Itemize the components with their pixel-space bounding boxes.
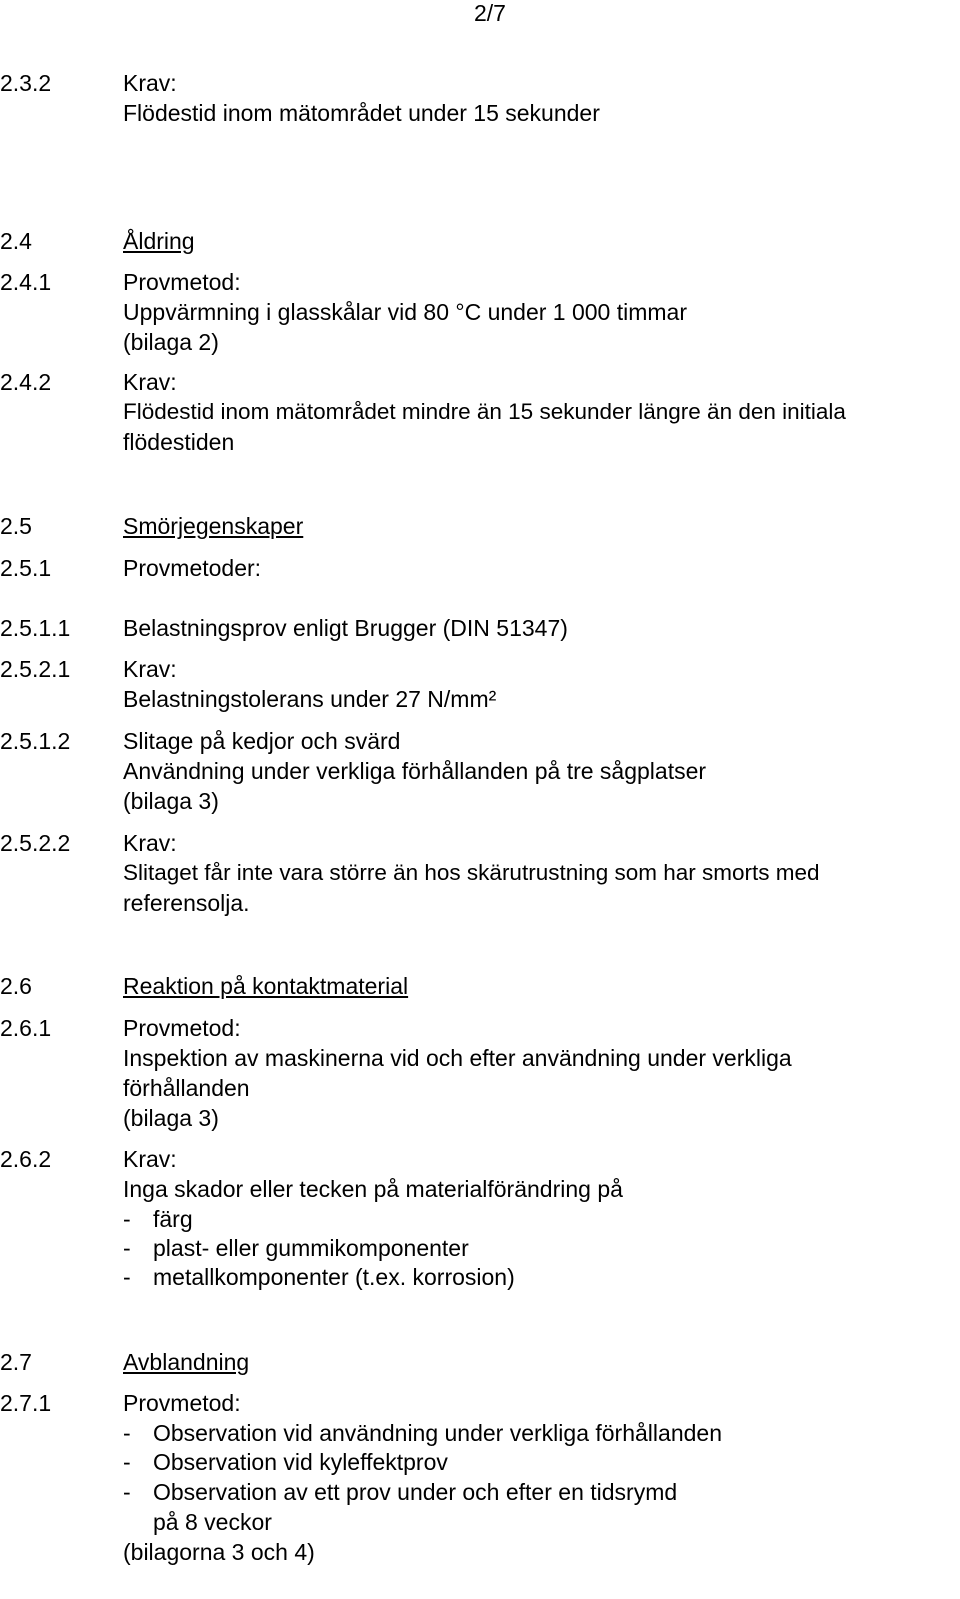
- bullet-dash: -: [123, 1479, 131, 1505]
- section-number: 2.5: [0, 513, 32, 539]
- section-label: Provmetoder:: [123, 555, 262, 581]
- section-label: Krav:: [123, 656, 177, 682]
- section-heading: Reaktion på kontaktmaterial: [123, 973, 409, 999]
- section-heading: Avblandning: [123, 1349, 250, 1375]
- section-heading: Smörjegenskaper: [123, 513, 304, 539]
- list-item-content: [123, 1204, 193, 1234]
- section-number: 2.6.1: [0, 1015, 52, 1041]
- list-item-text: Observation av ett prov under och efter en tidsrymd: [153, 1479, 678, 1505]
- section-number: 2.3.2: [0, 70, 52, 96]
- section-text: Flödestid inom mätområdet mindre än 15 sekunder längre än den initiala: [123, 399, 846, 424]
- list-item-continuation: på 8 veckor: [153, 1509, 272, 1535]
- section-text: Flödestid inom mätområdet under 15 sekunder: [123, 100, 600, 126]
- section-label: Slitage på kedjor och svärd: [123, 728, 401, 754]
- section-number: 2.5.1: [0, 555, 52, 581]
- list-item-text: Observation vid användning under verkliga förhållanden: [153, 1420, 722, 1446]
- bullet-dash: -: [123, 1206, 131, 1232]
- list-item-content: [123, 1262, 515, 1292]
- bullet-dash: -: [123, 1264, 131, 1290]
- list-item-content: [123, 1477, 677, 1507]
- section-text: Inspektion av maskinerna vid och efter användning under verkliga: [123, 1045, 792, 1071]
- section-text: Slitaget får inte vara större än hos skärutrustning som har smorts med: [123, 860, 820, 885]
- section-label: Krav:: [123, 830, 177, 856]
- section-number: 2.6.2: [0, 1146, 52, 1172]
- list-item-text: metallkomponenter (t.ex. korrosion): [153, 1264, 515, 1290]
- list-item-text: Observation vid kyleffektprov: [153, 1449, 448, 1475]
- section-label: Belastningsprov enligt Brugger (DIN 51347): [123, 615, 568, 641]
- bullet-dash: -: [123, 1235, 131, 1261]
- section-number: 2.5.1.2: [0, 728, 71, 754]
- section-label: Provmetod:: [123, 269, 241, 295]
- section-text: Belastningstolerans under 27 N/mm²: [123, 686, 497, 712]
- section-text: (bilaga 3): [123, 788, 219, 814]
- section-number: 2.7: [0, 1349, 32, 1375]
- list-item-content: [123, 1418, 722, 1448]
- section-text: Användning under verkliga förhållanden på tre sågplatser: [123, 758, 707, 784]
- section-number: 2.5.1.1: [0, 615, 71, 641]
- list-item-text: färg: [153, 1206, 193, 1232]
- section-text: (bilaga 2): [123, 329, 219, 355]
- page-number: 2/7: [474, 0, 506, 26]
- section-number: 2.5.2.2: [0, 830, 71, 856]
- section-label: Provmetod:: [123, 1390, 241, 1416]
- section-label: Krav:: [123, 70, 177, 96]
- section-text: flödestiden: [123, 429, 235, 455]
- bullet-dash: -: [123, 1420, 131, 1446]
- section-number: 2.4.2: [0, 369, 52, 395]
- bullet-dash: -: [123, 1449, 131, 1475]
- section-number: 2.7.1: [0, 1390, 52, 1416]
- list-item-content: [123, 1233, 469, 1263]
- section-label: Krav:: [123, 1146, 177, 1172]
- section-heading: Åldring: [123, 228, 195, 254]
- section-label: Provmetod:: [123, 1015, 241, 1041]
- section-text: referensolja.: [123, 890, 250, 916]
- section-text: Uppvärmning i glasskålar vid 80 °C under 1 000 timmar: [123, 299, 688, 325]
- section-text: (bilaga 3): [123, 1105, 219, 1131]
- section-label: Krav:: [123, 369, 177, 395]
- list-item-text: plast- eller gummikomponenter: [153, 1235, 469, 1261]
- section-number: 2.4: [0, 228, 32, 254]
- section-number: 2.4.1: [0, 269, 52, 295]
- list-item-content: [123, 1447, 448, 1477]
- section-number: 2.5.2.1: [0, 656, 71, 682]
- section-text: förhållanden: [123, 1075, 250, 1101]
- section-text: Inga skador eller tecken på materialförändring på: [123, 1176, 623, 1202]
- section-number: 2.6: [0, 973, 32, 999]
- section-text: (bilagorna 3 och 4): [123, 1539, 315, 1565]
